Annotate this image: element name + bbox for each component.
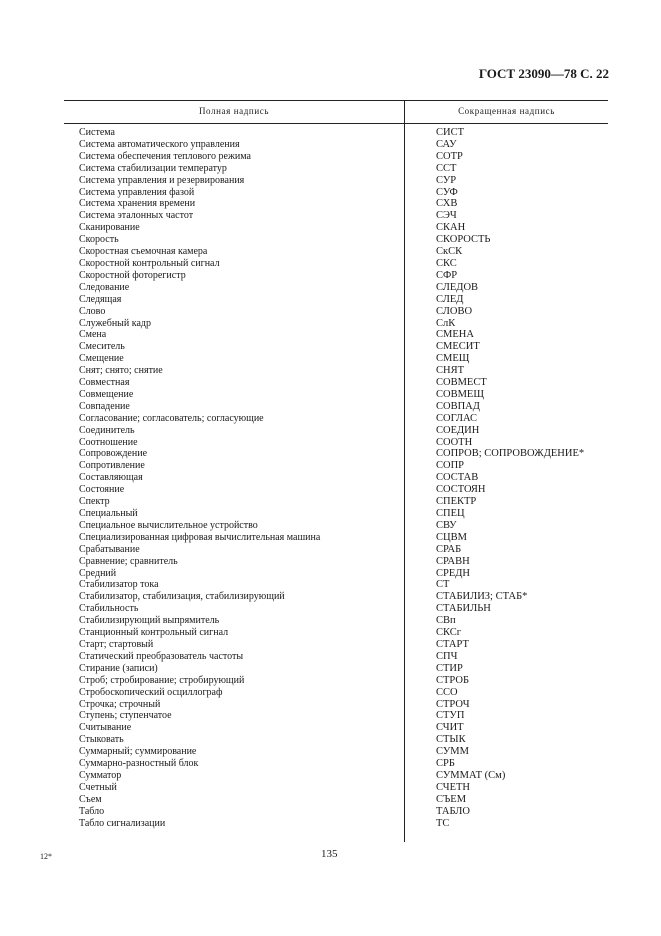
table-row: [0, 722, 661, 734]
column-header-abbr: Сокращенная надпись: [458, 106, 555, 116]
table-row: [0, 282, 661, 294]
full-name: Система управления фазой: [79, 186, 195, 198]
full-name: Суммарный; суммирование: [79, 746, 197, 758]
full-name: Стыковать: [79, 734, 124, 746]
abbreviation: СВУ: [436, 519, 457, 531]
full-name: Сумматор: [79, 769, 122, 781]
full-name: Смещение: [79, 353, 124, 365]
full-name: Система управления и резервирования: [79, 174, 245, 186]
abbreviation: СОЕДИН: [436, 424, 480, 436]
abbreviation: СОСТАВ: [436, 472, 479, 484]
full-name: Стабилизирующий выпрямитель: [79, 615, 220, 627]
full-name: Стабилизатор, стабилизация, стабилизирующий: [79, 591, 285, 603]
abbreviation: СОПРОВ; СОПРОВОЖДЕНИЕ*: [436, 448, 585, 460]
table-row: [0, 306, 661, 318]
table-row: [0, 782, 661, 794]
abbreviation: СПЕЦ: [436, 508, 465, 519]
full-name: Табло сигнализации: [79, 817, 166, 829]
table-row: [0, 377, 661, 389]
table-header-rule: [64, 123, 608, 124]
table-row: [0, 651, 661, 663]
table-row: [0, 591, 661, 603]
full-name: Служебный кадр: [79, 317, 151, 329]
abbreviation: СРАВН: [436, 555, 470, 567]
full-name: Ступень; ступенчатое: [79, 710, 172, 722]
abbreviation: СХВ: [436, 198, 458, 210]
table-row: [0, 258, 661, 270]
abbreviation: СЪЕМ: [436, 793, 467, 805]
abbreviation: СТИР: [436, 662, 463, 674]
full-name: Сканирование: [79, 222, 140, 234]
full-name: Съем: [79, 793, 102, 805]
abbreviation: СОТР: [436, 150, 463, 162]
full-name: Соотношение: [79, 436, 138, 448]
full-name: Следящая: [79, 293, 122, 305]
abbreviation: СТАРТ: [436, 638, 469, 650]
abbreviation: СЭЧ: [436, 210, 457, 222]
table-row: [0, 603, 661, 615]
abbreviation: СКАН: [436, 222, 466, 234]
abbreviation: СМЕСИТ: [436, 341, 480, 353]
full-name: Сравнение; сравнитель: [79, 555, 178, 567]
page-number: 135: [321, 848, 338, 860]
full-name: Срабатывание: [79, 543, 140, 555]
table-row: [0, 341, 661, 353]
abbreviation: СПЕКТР: [436, 496, 477, 508]
full-name: Стабильность: [79, 603, 139, 615]
abbreviation: СНЯТ: [436, 365, 465, 377]
table-row: [0, 425, 661, 437]
full-name: Система хранения времени: [79, 198, 196, 210]
table-row: [0, 532, 661, 544]
abbreviation: СОВМЕСТ: [436, 377, 487, 389]
table-row: [0, 318, 661, 330]
table-row: [0, 294, 661, 306]
abbreviation: СУММАТ (См): [436, 769, 506, 781]
document-header: ГОСТ 23090—78 С. 22: [478, 66, 609, 81]
full-name: Смена: [79, 329, 107, 341]
table-row: [0, 222, 661, 234]
abbreviation: СТАБИЛЬН: [436, 603, 491, 615]
full-name: Стирание (записи): [79, 662, 158, 674]
abbreviation: СТ: [436, 579, 450, 591]
full-name: Сопротивление: [79, 460, 145, 472]
full-name: Спектр: [79, 496, 110, 508]
abbreviation: СТРОЧ: [436, 698, 470, 710]
full-name: Счетный: [79, 781, 117, 793]
full-name: Суммарно-разностный блок: [79, 758, 199, 770]
full-name: Совмещение: [79, 388, 134, 400]
full-name: Система эталонных частот: [79, 210, 194, 222]
full-name: Совпадение: [79, 400, 130, 412]
abbreviation: СЧЕТН: [436, 781, 470, 793]
table-row: [0, 699, 661, 711]
table-row: [0, 496, 661, 508]
table-row: [0, 127, 661, 139]
full-name: Система стабилизации температур: [79, 162, 227, 174]
abbreviation: СОПР: [436, 460, 465, 472]
table-row: [0, 675, 661, 687]
table-row: [0, 329, 661, 341]
full-name: Совместная: [79, 377, 130, 389]
table-body: [0, 127, 661, 829]
abbreviation: СТУП: [436, 710, 465, 722]
full-name: Снят; снято; снятие: [79, 365, 163, 377]
abbreviation: СТРОБ: [436, 674, 469, 686]
abbreviation: СООТН: [436, 436, 473, 448]
abbreviation: СУММ: [436, 746, 469, 758]
full-name: Считывание: [79, 722, 132, 734]
table-row: [0, 448, 661, 460]
table-row: [0, 401, 661, 413]
full-name: Стабилизатор тока: [79, 579, 159, 591]
table-row: [0, 187, 661, 199]
full-name: Строчка; строчный: [79, 698, 161, 710]
abbreviation: СОВМЕЩ: [436, 388, 484, 400]
abbreviation: СЧИТ: [436, 722, 464, 734]
table-row: [0, 151, 661, 163]
full-name: Следование: [79, 281, 130, 293]
full-name: Стробоскопический осциллограф: [79, 686, 223, 698]
abbreviation: ТС: [436, 817, 450, 829]
footer-mark: 12*: [40, 852, 52, 861]
abbreviation: ССО: [436, 686, 458, 698]
abbreviation: СОВПАД: [436, 400, 480, 412]
table-row: [0, 508, 661, 520]
table-row: [0, 198, 661, 210]
abbreviation: СПЧ: [436, 650, 458, 662]
table-row: [0, 710, 661, 722]
abbreviation: СМЕНА: [436, 329, 474, 341]
table-row: [0, 472, 661, 484]
table-row: [0, 818, 661, 830]
abbreviation: СФР: [436, 269, 458, 281]
abbreviation: СЛЕДОВ: [436, 281, 479, 293]
full-name: Старт; стартовый: [79, 638, 154, 650]
table-row: [0, 484, 661, 496]
full-name: Слово: [79, 305, 106, 317]
table-row: [0, 413, 661, 425]
table-row: [0, 615, 661, 627]
table-row: [0, 568, 661, 580]
abbreviation: СУФ: [436, 186, 458, 198]
abbreviation: СУР: [436, 174, 457, 186]
table-top-rule: [64, 100, 608, 101]
abbreviation: СВп: [436, 615, 456, 627]
table-row: [0, 687, 661, 699]
table-row: [0, 353, 661, 365]
table-row: [0, 627, 661, 639]
table-row: [0, 139, 661, 151]
full-name: Система обеспечения теплового режима: [79, 150, 251, 162]
table-row: [0, 246, 661, 258]
abbreviation: СРБ: [436, 758, 455, 770]
abbreviation: СИСТ: [436, 127, 465, 138]
full-name: Согласование; согласователь; согласующие: [79, 412, 264, 424]
full-name: Станционный контрольный сигнал: [79, 627, 229, 639]
full-name: Составляющая: [79, 472, 143, 484]
full-name: Система: [79, 127, 115, 138]
full-name: Специальное вычислительное устройство: [79, 519, 258, 531]
table-row: [0, 746, 661, 758]
table-row: [0, 794, 661, 806]
abbreviation: СТАБИЛИЗ; СТАБ*: [436, 591, 528, 603]
table-row: [0, 544, 661, 556]
full-name: Смеситель: [79, 341, 125, 353]
abbreviation: СОСТОЯН: [436, 484, 486, 496]
full-name: Сопровождение: [79, 448, 148, 460]
full-name: Специальный: [79, 508, 138, 519]
abbreviation: СКС: [436, 257, 457, 269]
table-row: [0, 460, 661, 472]
abbreviation: ССТ: [436, 162, 457, 174]
table-row: [0, 175, 661, 187]
table-row: [0, 734, 661, 746]
full-name: Система автоматического управления: [79, 138, 240, 150]
table-row: [0, 639, 661, 651]
abbreviation: СЛЕД: [436, 293, 464, 305]
full-name: Скорость: [79, 234, 119, 246]
abbreviation: СТЫК: [436, 734, 466, 746]
table-row: [0, 270, 661, 282]
abbreviation: ТАБЛО: [436, 805, 470, 817]
table-row: [0, 365, 661, 377]
full-name: Состояние: [79, 484, 125, 496]
full-name: Строб; стробирование; стробирующий: [79, 674, 245, 686]
table-row: [0, 770, 661, 782]
abbreviation: СЛОВО: [436, 305, 473, 317]
table-row: [0, 210, 661, 222]
table-row: [0, 579, 661, 591]
abbreviation: СЦВМ: [436, 531, 467, 543]
full-name: Специализированная цифровая вычислительная машина: [79, 531, 321, 543]
abbreviation: СлК: [436, 317, 456, 329]
full-name: Скоростной контрольный сигнал: [79, 257, 220, 269]
abbreviation: СРАБ: [436, 543, 462, 555]
table-row: [0, 437, 661, 449]
abbreviation: СРЕДН: [436, 567, 471, 579]
column-header-full: Полная надпись: [198, 106, 270, 116]
abbreviation: СКОРОСТЬ: [436, 234, 491, 246]
abbreviation: СОГЛАС: [436, 412, 478, 424]
table-row: [0, 663, 661, 675]
abbreviation: САУ: [436, 138, 457, 150]
table-row: [0, 806, 661, 818]
full-name: Табло: [79, 805, 105, 817]
table-row: [0, 163, 661, 175]
full-name: Соединитель: [79, 424, 135, 436]
abbreviation: СМЕЩ: [436, 353, 470, 365]
table-row: [0, 520, 661, 532]
abbreviation: СкСК: [436, 246, 463, 258]
table-row: [0, 389, 661, 401]
full-name: Средний: [79, 567, 117, 579]
table-row: [0, 234, 661, 246]
table-row: [0, 758, 661, 770]
abbreviation: СКСг: [436, 627, 462, 639]
full-name: Статический преобразователь частоты: [79, 650, 244, 662]
full-name: Скоростной фоторегистр: [79, 269, 186, 281]
table-row: [0, 556, 661, 568]
full-name: Скоростная съемочная камера: [79, 246, 208, 258]
